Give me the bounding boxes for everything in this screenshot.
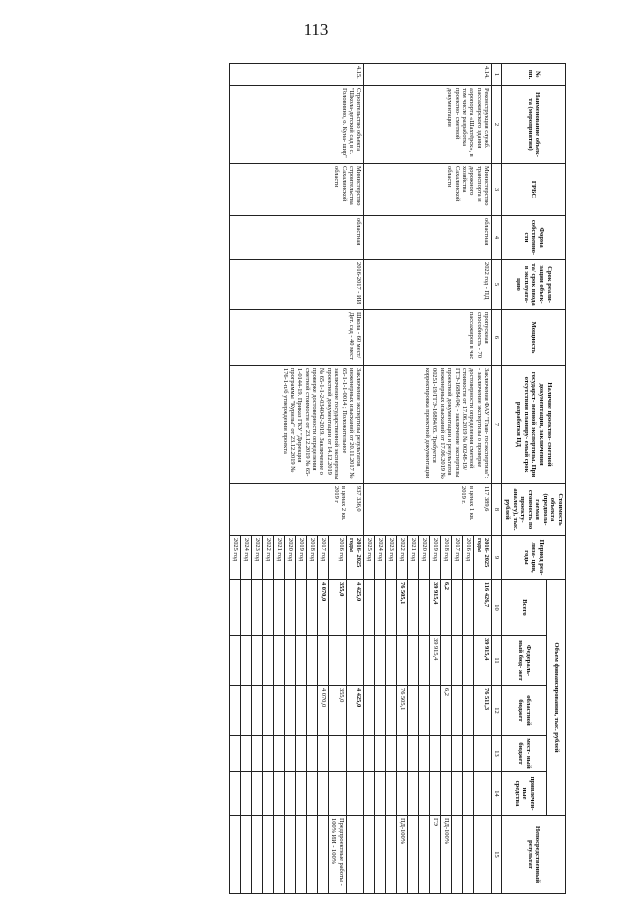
page-number: 113 [303,20,329,39]
year-federal [284,636,295,686]
year-local [240,736,251,772]
rotated-table-sheet [66,63,566,893]
year-local [452,736,463,772]
object-name: Реконструкция служб. пассажирского здания аэропорта «Шахтёрск», в том числе разработка проектно- сметной документации [364,86,492,164]
table-row [346,64,364,894]
object-name: Строительство объекта "Школа-детский сад в с. Головнино, о. Куна- шир" [229,86,363,164]
year-other [240,772,251,816]
year-label: 2016 год [463,536,474,580]
column-number: 8 [492,484,502,536]
column-number: 10 [492,580,502,636]
year-label: 2018 год [306,536,317,580]
column-number: 3 [492,164,502,216]
year-label: 2020 год [419,536,430,580]
year-other [328,772,346,816]
year-federal [419,636,430,686]
year-result: ГЭ [430,816,441,894]
year-total [251,580,262,636]
year-regional [364,686,375,736]
year-result: ПД-100% [441,816,452,894]
year-label: 2016 год [328,536,346,580]
other-main [474,772,492,816]
year-local [441,736,452,772]
year-regional [463,686,474,736]
column-number-row [492,64,502,894]
year-label: 2025 год [229,536,240,580]
cost-value: 937 336,0 [355,486,363,512]
year-total: 4 070,0 [317,580,328,636]
year-federal [364,636,375,686]
total-main: 116 426,7 [474,580,492,636]
year-other [452,772,463,816]
year-regional: 355,0 [328,686,346,736]
ownership: областная [364,216,492,260]
local-main [474,736,492,772]
period-main: 2016- 2025 годы [346,536,364,580]
row-number: 4.14. [364,64,492,86]
year-label: 2024 год [375,536,386,580]
year-regional [386,686,397,736]
year-regional: 4 070,0 [317,686,328,736]
year-total [375,580,386,636]
header-financing-group: Объем финансирования, тыс. рублей [547,580,566,816]
year-federal [386,636,397,686]
federal-main: 39 915,4 [474,636,492,686]
year-total [408,580,419,636]
year-regional [408,686,419,736]
period-main: 2016- 2025 годы [474,536,492,580]
year-total [306,580,317,636]
year-label: 2018 год [441,536,452,580]
year-total: 6,2 [441,580,452,636]
year-regional [306,686,317,736]
header-name: Наименование объек- та (мероприятия) [502,86,566,164]
year-result [251,816,262,894]
column-number: 4 [492,216,502,260]
year-result [317,816,328,894]
object-cost [364,484,492,536]
year-result [386,816,397,894]
year-result [284,816,295,894]
header-term: Срок реали- зации объек- та/ срок ввода в эксплуата- цию [502,260,566,310]
year-result: ПД-100% [397,816,408,894]
header-cost: Стоимость объекта (предпола- гаемая стоимость по проекту- аналогу), тыс. рублей [502,484,566,536]
year-other [386,772,397,816]
header-num: № пп. [502,64,566,86]
local-main [346,736,364,772]
column-number: 5 [492,260,502,310]
year-regional [430,686,441,736]
cost-value: 117 389,6 [483,486,491,512]
row-number: 4.15. [229,64,363,86]
year-total [419,580,430,636]
year-federal [452,636,463,686]
year-local [251,736,262,772]
year-label: 2021 год [408,536,419,580]
year-label: 2019 год [430,536,441,580]
year-other [375,772,386,816]
year-total [229,580,240,636]
total-main: 4 425,0 [346,580,364,636]
year-total: 355,0 [328,580,346,636]
year-other [397,772,408,816]
year-local [284,736,295,772]
column-number: 13 [492,736,502,772]
column-number: 1 [492,64,502,86]
year-local [463,736,474,772]
column-number: 15 [492,816,502,894]
year-local [419,736,430,772]
column-number: 7 [492,366,502,484]
year-federal [408,636,419,686]
year-other [317,772,328,816]
year-local [364,736,375,772]
year-result [306,816,317,894]
federal-main [346,636,364,686]
year-other [419,772,430,816]
capacity: Школа - 60 мест/Дет. сад - 40 мест [229,310,363,366]
year-federal [251,636,262,686]
table-body [229,64,491,894]
year-other [284,772,295,816]
year-other [430,772,441,816]
year-local [397,736,408,772]
cost-note: в ценах 1 кв. 2019 г. [460,486,475,521]
year-label: 2023 год [251,536,262,580]
year-label: 2017 год [317,536,328,580]
term: 2022 год - ПД [364,260,492,310]
year-regional [295,686,306,736]
year-result [452,816,463,894]
year-label: 2022 год [397,536,408,580]
year-local [386,736,397,772]
year-other [408,772,419,816]
header-ownership: Форма собственно- сти [502,216,566,260]
year-label: 2020 год [284,536,295,580]
year-local [328,736,346,772]
header-regional: областной бюджет [502,686,547,736]
year-other [295,772,306,816]
table-row [474,64,492,894]
year-total [273,580,284,636]
year-federal [273,636,284,686]
column-number: 11 [492,636,502,686]
result-main [346,816,364,894]
year-other [273,772,284,816]
capacity: пропускная способность - 70 пассажиров в час [364,310,492,366]
year-regional [251,686,262,736]
year-other [441,772,452,816]
cost-note: в ценах 2 кв. 2019 г [332,486,347,521]
year-other [364,772,375,816]
year-federal [240,636,251,686]
year-local [229,736,240,772]
year-regional [452,686,463,736]
year-federal [463,636,474,686]
documentation: Заключения ФАУ "Глав- госэкспертиза": - заключение экспертизы о проверке достоверности определения сметной стоимости от 17.06.2019 № 00248-19/ГГЭ-16884/04; - заключение экспертизы проектной документации и результатов инженерных изысканий от 17.06.2019 № 00251-19/ГГЭ-16884/05. Требуется корректировка проектной документации [364,366,492,484]
grbs: Министерство транспорта и дорожного хозяйства Сахалинской области [364,164,492,216]
documentation: Заключение экспертизы результатов инженерных изысканий от 20.11.2017 № 65-1-1-1-0014 ; Положительное заключение государственной экспертизы проектной документации от 14.12.2019 № 65-1-1-2-034042-2019. Заключение о проверке достоверности определения сметной стоимости от 23.12.2019 № 65-1-0144-19. Приказ ГКУ "Дирекция программы "Курилы" от 23.12.2019 № 176-1-п/б утверждении проекта [229,366,363,484]
column-number: 14 [492,772,502,816]
term: 2016-2017 - ИИ [229,260,363,310]
year-local [295,736,306,772]
year-result: Предпроектные работы - 100% ИИ - 100% [328,816,346,894]
year-label: 2023 год [386,536,397,580]
object-cost [229,484,363,536]
year-result [364,816,375,894]
year-label: 2024 год [240,536,251,580]
year-local [273,736,284,772]
year-label: 2017 год [452,536,463,580]
year-other [306,772,317,816]
year-other [463,772,474,816]
year-result [463,816,474,894]
year-label: 2022 год [262,536,273,580]
year-result [262,816,273,894]
year-regional [375,686,386,736]
year-regional [419,686,430,736]
header-period: Период реа- лиза- ции, годы [502,536,566,580]
year-other [229,772,240,816]
year-local [430,736,441,772]
year-total [452,580,463,636]
column-number: 9 [492,536,502,580]
regional-main: 4 425,0 [346,686,364,736]
year-label: 2021 год [273,536,284,580]
year-local [375,736,386,772]
financing-table [229,63,566,894]
year-result [408,816,419,894]
year-total [386,580,397,636]
header-capacity: Мощность [502,310,566,366]
year-other [251,772,262,816]
year-regional [284,686,295,736]
year-federal [306,636,317,686]
header-other: привлечен- ные средства [502,772,547,816]
year-federal [317,636,328,686]
grbs: Министерство строительства Сахалинской области [229,164,363,216]
year-result [240,816,251,894]
year-total: 39 915,4 [430,580,441,636]
year-regional [262,686,273,736]
header-total: Всего [502,580,547,636]
year-other [262,772,273,816]
year-result [419,816,430,894]
header-grbs: ГРБС [502,164,566,216]
year-total [262,580,273,636]
header-federal: Федераль- ный бюд- жет [502,636,547,686]
ownership: областная [229,216,363,260]
year-total [463,580,474,636]
year-federal [262,636,273,686]
year-federal [397,636,408,686]
year-total [364,580,375,636]
header-result: Непосредственный результат [502,816,566,894]
year-result [375,816,386,894]
year-regional [229,686,240,736]
year-local [262,736,273,772]
year-regional [273,686,284,736]
year-federal: 39 915,4 [430,636,441,686]
other-main [346,772,364,816]
year-regional: 6,2 [441,686,452,736]
column-number: 6 [492,310,502,366]
header-local: мест- ный бюджет [502,736,547,772]
year-total [295,580,306,636]
year-total: 76 505,1 [397,580,408,636]
year-result [229,816,240,894]
header-docs: Наличие проектно- сметной документации, заключения государст- венной экспертизы. При отсутствии планиру- емый срок разработки ПД [502,366,566,484]
year-federal [295,636,306,686]
year-total [240,580,251,636]
year-label: 2019 год [295,536,306,580]
column-number: 2 [492,86,502,164]
year-federal [375,636,386,686]
year-federal [328,636,346,686]
year-total [284,580,295,636]
year-local [408,736,419,772]
year-regional [240,686,251,736]
year-local [306,736,317,772]
year-label: 2025 год [364,536,375,580]
regional-main: 76 511,3 [474,686,492,736]
year-result [273,816,284,894]
year-federal [441,636,452,686]
column-number: 12 [492,686,502,736]
year-local [317,736,328,772]
year-result [295,816,306,894]
year-federal [229,636,240,686]
year-regional: 76 505,1 [397,686,408,736]
result-main [474,816,492,894]
